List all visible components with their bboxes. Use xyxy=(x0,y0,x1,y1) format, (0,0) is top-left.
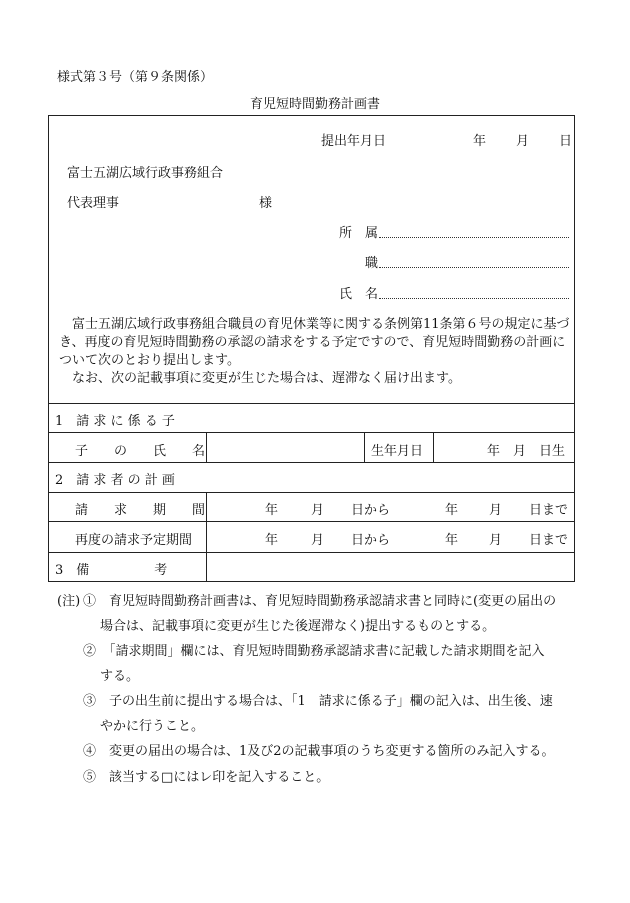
divider xyxy=(49,492,574,493)
note-1-line-2: 場合は、記載事項に変更が生じた後遅滞なく)提出するものとする。 xyxy=(100,619,496,634)
notes-prefix: (注) xyxy=(57,594,81,609)
section-2-heading: 2 請 求 者 の 計 画 xyxy=(55,473,175,488)
name-field[interactable] xyxy=(379,298,569,299)
divider xyxy=(49,403,574,404)
post-field[interactable] xyxy=(379,267,569,268)
post-label: 職 xyxy=(365,256,379,271)
affiliation-field[interactable] xyxy=(379,237,569,238)
form-number-label: 様式第３号（第９条関係） xyxy=(57,70,214,85)
period-start-month[interactable]: 月 xyxy=(311,503,325,518)
re-period-start-day[interactable]: 日から xyxy=(351,533,391,548)
document-title: 育児短時間勤務計画書 xyxy=(249,97,380,112)
section-3-remarks-label: 3 備 考 xyxy=(55,563,168,578)
body-paragraph-2: なお、次の記載事項に変更が生じた場合は、遅滞なく届け出ます。 xyxy=(72,371,461,386)
remarks-field[interactable] xyxy=(207,553,573,581)
re-period-start-year[interactable]: 年 xyxy=(265,533,279,548)
re-request-period-label: 再度の請求予定期間 xyxy=(75,533,193,548)
month-label: 月 xyxy=(516,134,530,149)
note-2-line-1: ② 「請求期間」欄には、育児短時間勤務承認請求書に記載した請求期間を記入 xyxy=(83,644,545,659)
period-end-day[interactable]: 日まで xyxy=(529,503,569,518)
note-3-line-1: ③ 子の出生前に提出する場合は、「1 請求に係る子」欄の記入は、出生後、速 xyxy=(83,694,553,709)
divider xyxy=(433,432,434,462)
period-start-year[interactable]: 年 xyxy=(265,503,279,518)
form-frame xyxy=(48,115,575,582)
note-4: ④ 変更の届出の場合は、1及び2の記載事項のうち変更する箇所のみ記入する。 xyxy=(83,744,555,759)
period-end-month[interactable]: 月 xyxy=(489,503,503,518)
day-label: 日 xyxy=(559,134,573,149)
period-start-day[interactable]: 日から xyxy=(351,503,391,518)
honorific-label: 様 xyxy=(259,196,273,211)
organization-name: 富士五湖広域行政事務組合 xyxy=(67,166,224,181)
note-2-line-2: する。 xyxy=(100,669,140,684)
birth-date-value[interactable]: 年 月 日生 xyxy=(487,444,566,459)
affiliation-label: 所 属 xyxy=(339,226,379,241)
divider xyxy=(364,432,365,462)
section-1-heading: 1 請 求 に 係 る 子 xyxy=(55,414,175,429)
note-3-line-2: やかに行うこと。 xyxy=(100,719,205,734)
note-5: ⑤ 該当する□にはレ印を記入すること。 xyxy=(83,770,330,785)
child-name-label: 子 の 氏 名 xyxy=(75,444,206,459)
child-name-field[interactable] xyxy=(207,433,363,461)
note-1-line-1: ① 育児短時間勤務計画書は、育児短時間勤務承認請求書と同時に(変更の届出の xyxy=(83,594,557,609)
re-period-start-month[interactable]: 月 xyxy=(311,533,325,548)
request-period-label: 請 求 期 間 xyxy=(75,503,206,518)
representative-label: 代表理事 xyxy=(67,196,120,211)
body-paragraph: 富士五湖広域行政事務組合職員の育児休業等に関する条例第11条第６号の規定に基づき、再度の育児短時間勤務の承認の請求をする予定ですので、育児短時間勤務の計画について次のとおり提出します。 xyxy=(59,317,570,368)
period-end-year[interactable]: 年 xyxy=(445,503,459,518)
re-period-end-day[interactable]: 日まで xyxy=(529,533,569,548)
divider xyxy=(49,521,574,522)
divider xyxy=(49,462,574,463)
year-label: 年 xyxy=(473,134,487,149)
re-period-end-month[interactable]: 月 xyxy=(489,533,503,548)
re-period-end-year[interactable]: 年 xyxy=(445,533,459,548)
name-label: 氏 名 xyxy=(339,287,379,302)
birth-date-label: 生年月日 xyxy=(371,444,424,459)
submit-date-label: 提出年月日 xyxy=(321,134,387,149)
